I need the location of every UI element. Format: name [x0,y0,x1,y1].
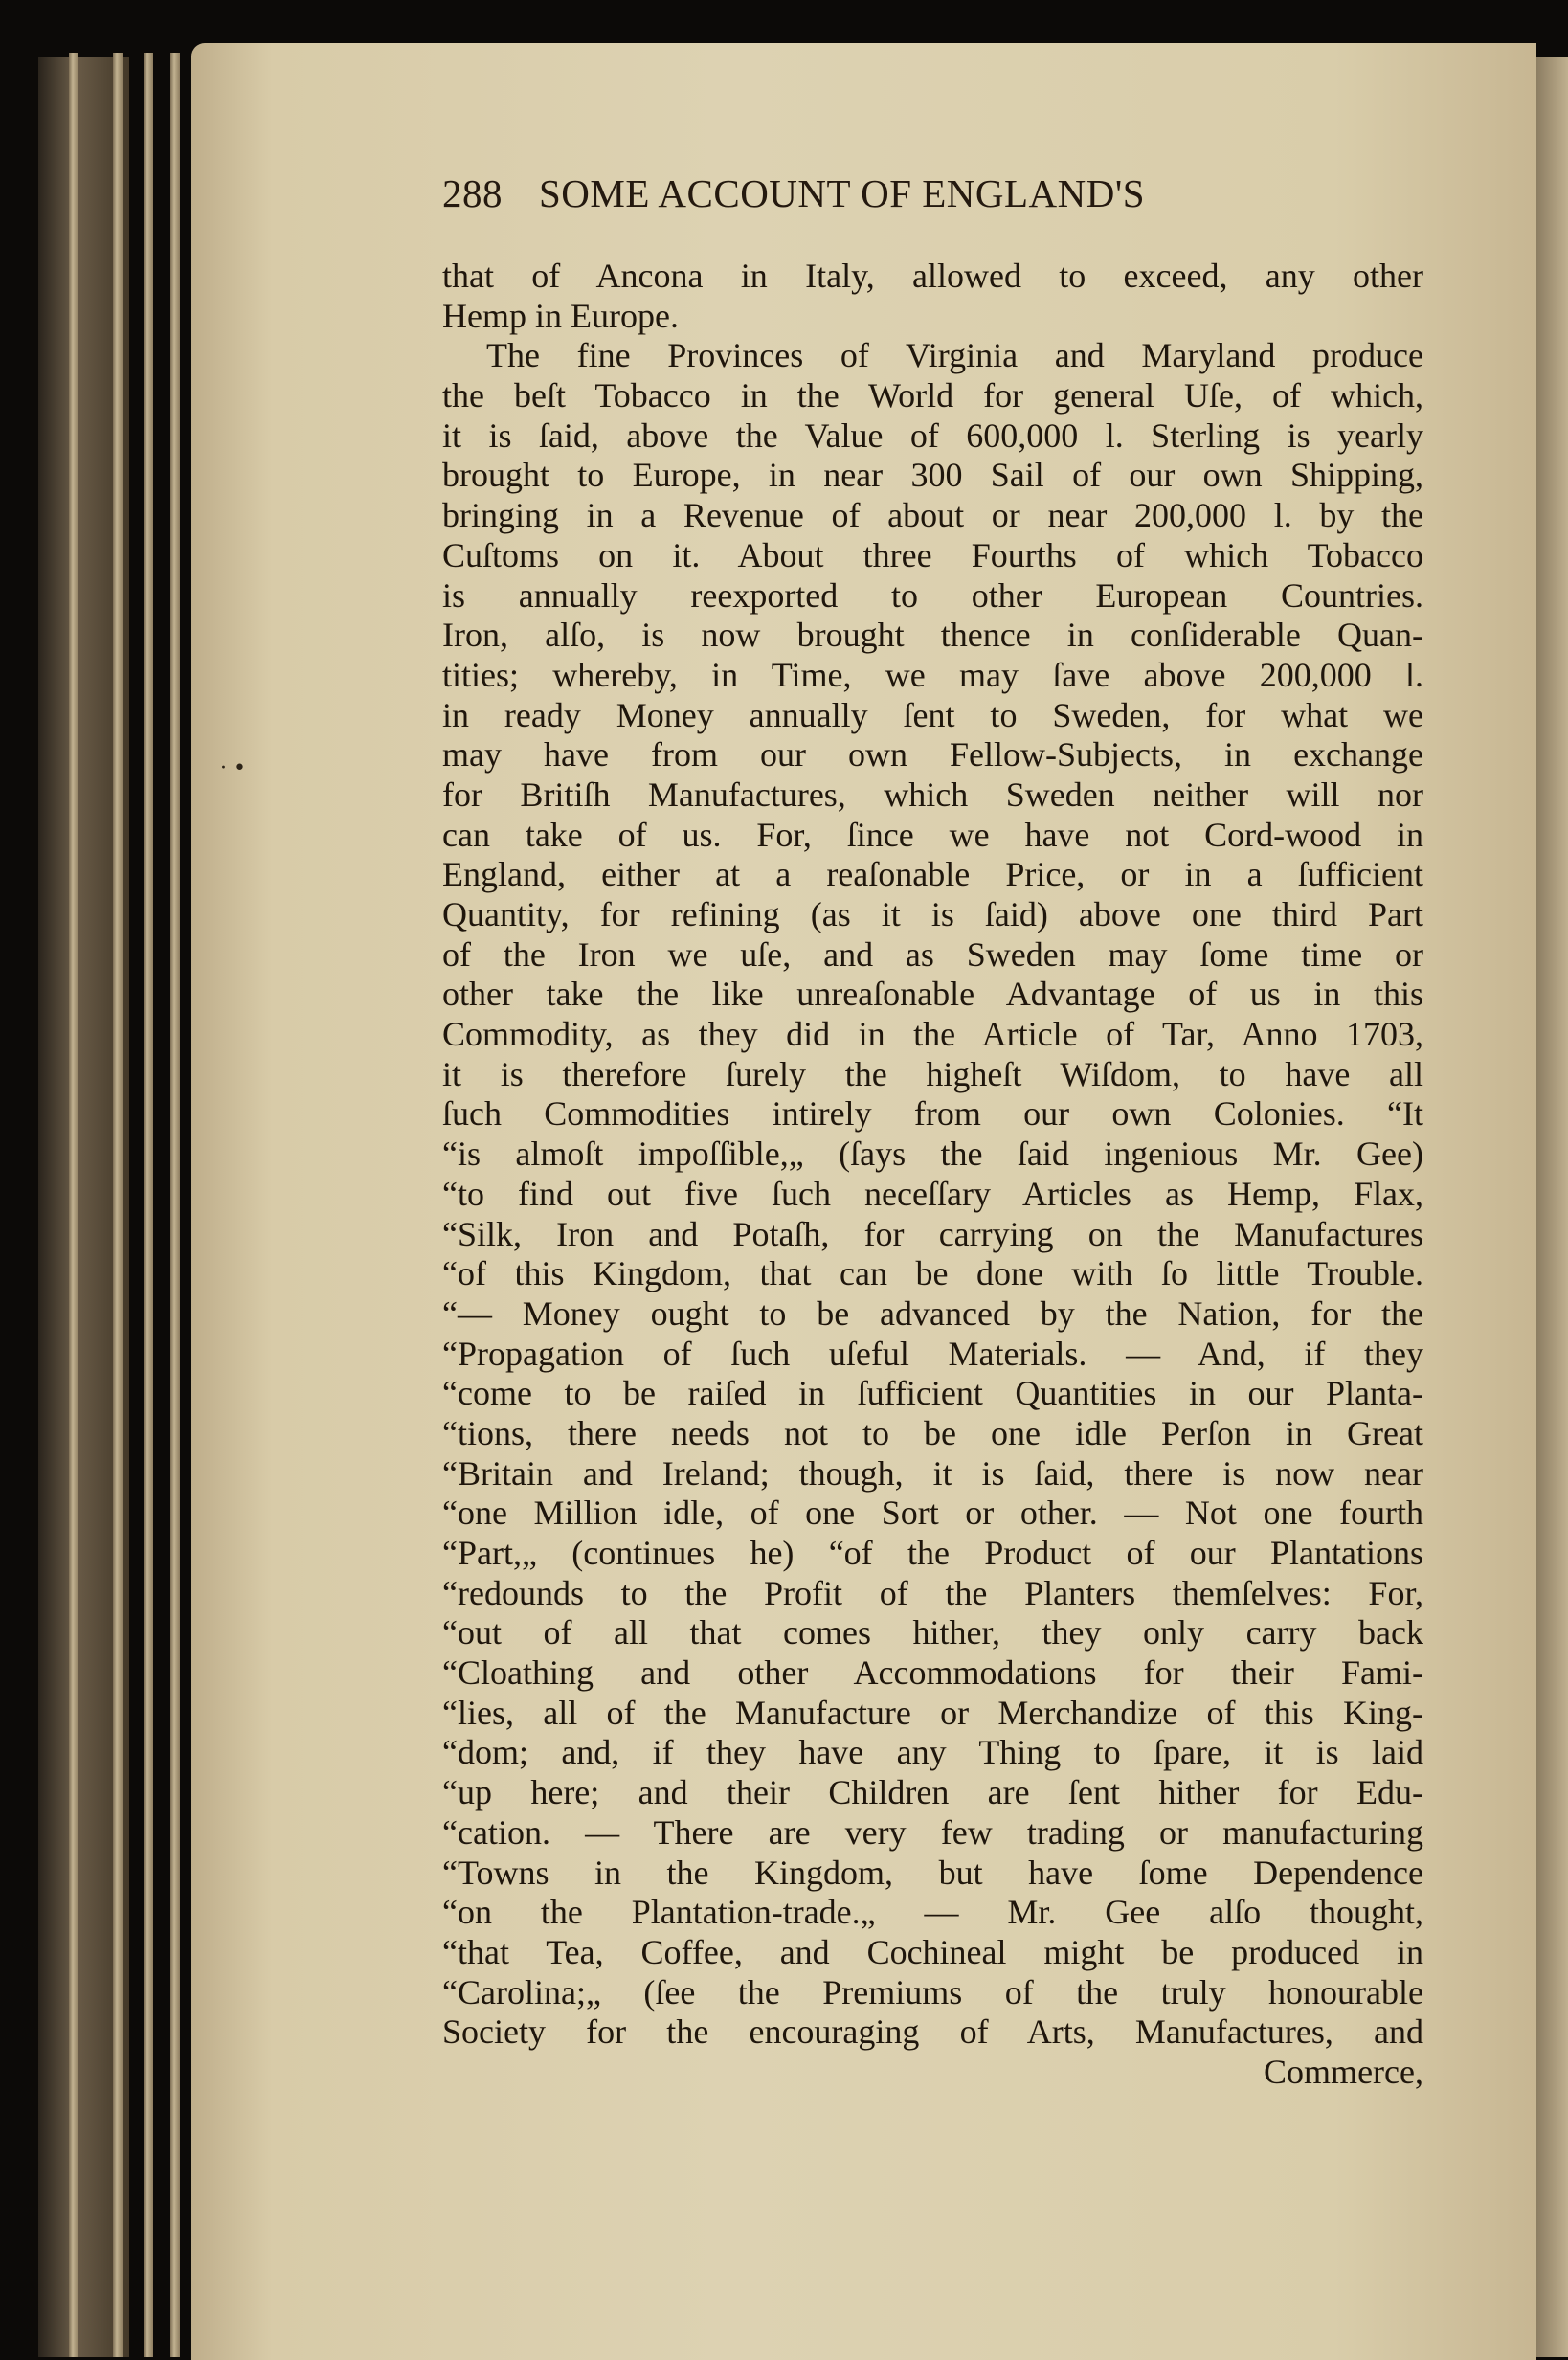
text-line: “Britain and Ireland; though, it is ſaid, there is now near [442,1453,1423,1493]
catchword: Commerce, [1264,2052,1423,2091]
text-line: “to find out five ſuch neceſſary Articles as Hemp, Flax, [442,1174,1423,1213]
text-line: “of this Kingdom, that can be done with ſo little Trouble. [442,1254,1423,1293]
running-head-title: SOME ACCOUNT OF ENGLAND'S [539,171,1146,215]
margin-marks: · • [220,756,246,780]
text-line: bringing in a Revenue of about or near 200,000 l. by the [442,496,1423,535]
page-number: 288 [442,171,503,215]
text-line: brought to Europe, in near 300 Sail of our own Shipping, [442,456,1423,495]
text-line: Iron, alſo, is now brought thence in conſiderable Quan- [442,616,1423,655]
text-line: “come to be raiſed in ſufficient Quantities in our Planta- [442,1374,1423,1413]
text-line: “lies, all of the Manufacture or Merchandize of this King- [442,1693,1423,1732]
text-line: “— Money ought to be advanced by the Nation, for the [442,1293,1423,1333]
text-line: Hemp in Europe. [442,296,679,335]
page-edge [144,53,153,2357]
text-line: “Towns in the Kingdom, but have ſome Dependence [442,1853,1423,1892]
page-body [442,257,1423,2093]
text-line: Quantity, for refining (as it is ſaid) above one third Part [442,895,1423,933]
text-line: “Propagation of ſuch uſeful Materials. — And, if they [442,1334,1423,1373]
text-line: “up here; and their Children are ſent hither for Edu- [442,1773,1423,1812]
text-line: Commodity, as they did in the Article of Tar, Anno 1703, [442,1015,1423,1054]
text-line: other take the like unreaſonable Advantage of us in this [442,975,1423,1014]
text-line: “tions, there needs not to be one idle Perſon in Great [442,1413,1423,1452]
text-line: tities; whereby, in Time, we may ſave above 200,000 l. [442,655,1423,694]
text-line: in ready Money annually ſent to Sweden, for what we [442,695,1423,734]
text-line: Society for the encouraging of Arts, Manufactures, and [442,2012,1423,2052]
text-line: that of Ancona in Italy, allowed to exceed, any other [442,257,1423,295]
text-line: “Carolina;„ (ſee the Premiums of the truly honourable [442,1972,1423,2012]
running-header [442,170,1419,216]
text-line: “is almoſt impoſſible,„ (ſays the ſaid ingenious Mr. Gee) [442,1135,1423,1174]
text-line: “Part,„ (continues he) “of the Product of our Plantations [442,1534,1423,1572]
text-line: “on the Plantation-trade.„ — Mr. Gee alſo thought, [442,1893,1423,1932]
text-line: “cation. — There are very few trading or manufacturing [442,1812,1423,1852]
text-line: of the Iron we uſe, and as Sweden may ſome time or [442,934,1423,974]
text-line: England, either at a reaſonable Price, or in a ſufficient [442,855,1423,894]
text-line: the beſt Tobacco in the World for general Uſe, of which, [442,376,1423,416]
text-line: “one Million idle, of one Sort or other. — Not one fourth [442,1494,1423,1533]
text-line: “out of all that comes hither, they only carry back [442,1613,1423,1652]
text-line: “redounds to the Profit of the Planters themſelves: For, [442,1573,1423,1612]
text-line: is annually reexported to other European Countries. [442,575,1423,615]
text-line: “dom; and, if they have any Thing to ſpare, it is laid [442,1733,1423,1772]
text-line: “Cloathing and other Accommodations for their Fami- [442,1653,1423,1693]
text-line: may have from our own Fellow-Subjects, in exchange [442,735,1423,775]
text-line: for Britiſh Manufactures, which Sweden neither will nor [442,775,1423,814]
text-line: it is therefore ſurely the higheſt Wiſdom, to have all [442,1054,1423,1093]
page-edge [69,53,78,2357]
page-edge [170,53,180,2357]
text-line: can take of us. For, ſince we have not Cord-wood in [442,815,1423,854]
text-line: ſuch Commodities intirely from our own Colonies. “It [442,1094,1423,1134]
text-line: it is ſaid, above the Value of 600,000 l. Sterling is yearly [442,416,1423,455]
page-edge [113,53,123,2357]
text-line: The fine Provinces of Virginia and Maryland produce [486,336,1423,375]
text-line: “Silk, Iron and Potaſh, for carrying on the Manufactures [442,1214,1423,1253]
text-line: Cuſtoms on it. About three Fourths of which Tobacco [442,535,1423,574]
facing-page-edge [1536,57,1568,2357]
text-line: “that Tea, Coffee, and Cochineal might be produced in [442,1932,1423,1971]
